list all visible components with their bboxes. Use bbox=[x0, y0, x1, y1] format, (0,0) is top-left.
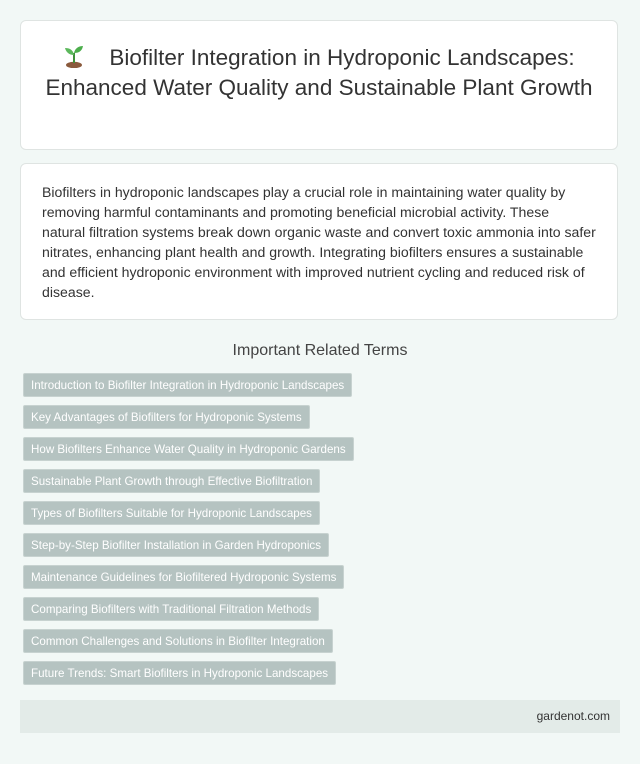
list-item bbox=[23, 437, 354, 461]
list-item bbox=[23, 501, 354, 525]
summary-card bbox=[20, 163, 618, 320]
summary-text: Biofilters in hydroponic landscapes play a crucial role in maintaining water quality by removing harmful contaminants and promoting beneficial microbial activity. These natural filtration systems break down organic waste and convert toxic ammonia into safer nitrates, enhancing plant health and growth. Integrating biofilters ensures a sustainable and efficient hydroponic environment with improved nutrient cycling and reduced risk of disease. bbox=[42, 184, 596, 300]
list-item bbox=[23, 565, 354, 589]
term-link[interactable]: Maintenance Guidelines for Biofiltered Hydroponic Systems bbox=[23, 565, 344, 589]
term-link[interactable]: Step-by-Step Biofilter Installation in Garden Hydroponics bbox=[23, 533, 329, 557]
list-item bbox=[23, 405, 354, 429]
title-text: Biofilter Integration in Hydroponic Landscapes: Enhanced Water Quality and Sustainable Plant Growth bbox=[45, 45, 593, 100]
list-item bbox=[23, 629, 354, 653]
sprout-icon bbox=[63, 44, 85, 68]
list-item bbox=[23, 661, 354, 685]
term-link[interactable]: Sustainable Plant Growth through Effective Biofiltration bbox=[23, 469, 320, 493]
list-item bbox=[23, 373, 354, 397]
term-link[interactable]: Future Trends: Smart Biofilters in Hydroponic Landscapes bbox=[23, 661, 336, 685]
term-link[interactable]: Introduction to Biofilter Integration in Hydroponic Landscapes bbox=[23, 373, 352, 397]
footer-site-link[interactable]: gardenot.com bbox=[536, 709, 610, 723]
list-item bbox=[23, 469, 354, 493]
footer bbox=[20, 700, 620, 733]
term-link[interactable]: Key Advantages of Biofilters for Hydroponic Systems bbox=[23, 405, 310, 429]
term-link[interactable]: Comparing Biofilters with Traditional Filtration Methods bbox=[23, 597, 319, 621]
term-link[interactable]: Types of Biofilters Suitable for Hydroponic Landscapes bbox=[23, 501, 320, 525]
related-terms-heading: Important Related Terms bbox=[232, 342, 408, 359]
term-link[interactable]: How Biofilters Enhance Water Quality in Hydroponic Gardens bbox=[23, 437, 354, 461]
related-terms-list bbox=[23, 373, 354, 693]
term-link[interactable]: Common Challenges and Solutions in Biofilter Integration bbox=[23, 629, 333, 653]
list-item bbox=[23, 533, 354, 557]
title-card bbox=[20, 20, 618, 150]
list-item bbox=[23, 597, 354, 621]
page-title bbox=[45, 43, 593, 103]
